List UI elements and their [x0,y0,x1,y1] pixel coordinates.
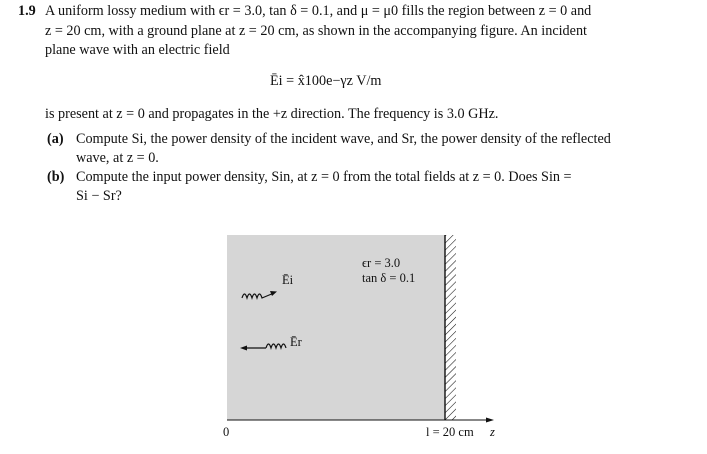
problem-statement [18,2,672,61]
z-axis-arrowhead [486,418,494,423]
origin-label: 0 [223,425,230,439]
part-b-line-1: Compute the input power density, Sin, at z = 0 from the total fields at z = 0. Does Sin = [76,169,572,185]
incident-field-label: Ēi [282,273,294,287]
ground-plane-hatching [445,235,456,420]
part-b-label: (b) [47,169,65,185]
medium-permittivity-label: ϵr = 3.0 [362,256,401,270]
part-a-line-2: wave, at z = 0. [76,149,159,166]
intro-line-3: plane wave with an electric field [45,42,230,58]
z-axis-label: z [490,425,495,439]
figure-diagram [190,222,520,449]
reflected-field-label: Ēr [290,335,302,349]
intro-line-1: A uniform lossy medium with ϵr = 3.0, tan δ = 0.1, and μ = μ0 fills the region between z = 0 and [45,3,592,19]
part-a-line-1: Compute Si, the power density of the incident wave, and Sr, the power density of the reflected [76,131,611,147]
problem-intro [45,2,672,61]
medium-loss-tangent-label: tan δ = 0.1 [362,271,416,285]
part-a [47,130,660,167]
problem-continuation [22,105,672,125]
length-label: l = 20 cm [426,425,474,439]
after-equation-text: is present at z = 0 and propagates in the +z direction. The frequency is 3.0 GHz. [45,106,499,122]
field-equation: Ēi = x̂100e−γz V/m [270,73,382,89]
intro-line-2: z = 20 cm, with a ground plane at z = 20 cm, as shown in the accompanying figure. An incident [45,22,587,39]
part-b [47,168,660,205]
part-a-label: (a) [47,131,64,147]
part-b-line-2: Si − Sr? [76,187,122,204]
lossy-medium-region [227,235,445,420]
figure [190,222,520,449]
problem-number: 1.9 [18,3,36,19]
